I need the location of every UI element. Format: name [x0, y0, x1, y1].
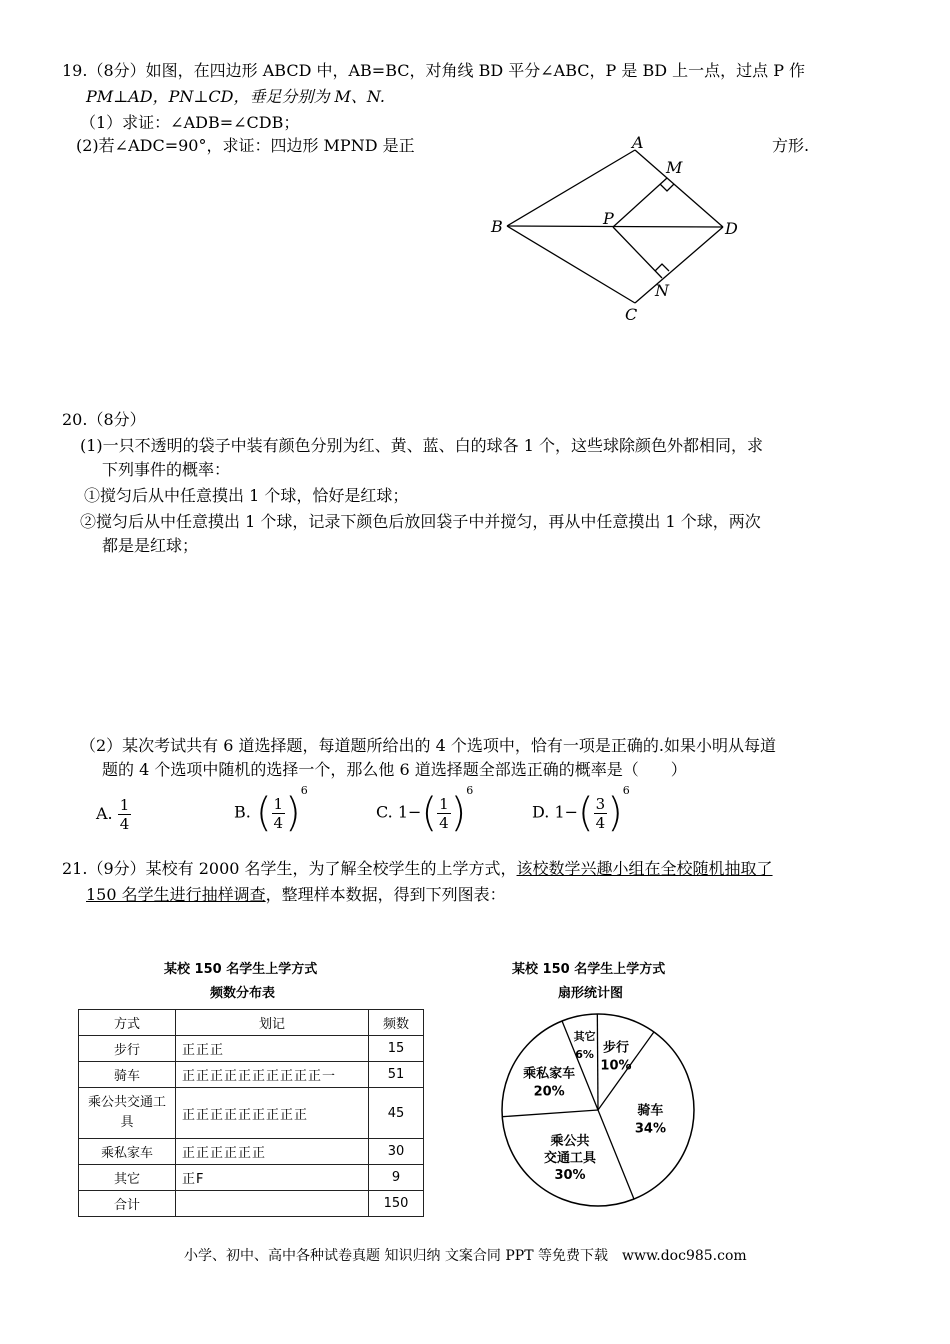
option-b-label: B.	[234, 802, 251, 822]
q19-part2a: (2)若∠ADC=90°，求证：四边形 MPND 是正	[76, 136, 415, 155]
pie-category-label: 乘公共交通工具	[544, 1133, 597, 1166]
pie-category-label: 步行	[602, 1040, 630, 1056]
q20-title: 20.（8分）	[62, 410, 146, 429]
table-header-row	[79, 1010, 424, 1036]
q20-p1-line1: (1)一只不透明的袋子中装有颜色分别为红、黄、蓝、白的球各 1 个，这些球除颜色外都相同，求	[80, 436, 764, 455]
header-count: 频数	[369, 1010, 424, 1036]
option-a-fraction: $\frac{1}{4}$	[119, 796, 130, 833]
q20-item2-line2: 都是是红球；	[102, 536, 199, 555]
option-d-fraction: $\frac{3}{4}$	[595, 794, 606, 832]
option-c-fraction: $\frac{1}{4}$	[439, 794, 449, 832]
footer-text: 小学、初中、高中各种试卷真题 知识归纳 文案合同 PPT 等免费下载 www.doc985.com	[184, 1248, 747, 1264]
table-row: 骑车 正正正正正正正正正正一 51	[79, 1062, 424, 1088]
label-A: A	[632, 133, 644, 152]
table-title-1: 某校 150 名学生上学方式	[164, 962, 318, 977]
pie-value-label: 34%	[634, 1121, 666, 1137]
pie-value-label: 10%	[600, 1058, 632, 1074]
pie-value-label: 6%	[575, 1048, 594, 1062]
q20-item1: ①搅匀后从中任意摸出 1 个球，恰好是红球；	[84, 486, 409, 505]
label-N: N	[655, 281, 669, 300]
label-B: B	[491, 217, 503, 236]
q21-line2: 150 名学生进行抽样调查，整理样本数据，得到下列图表：	[86, 885, 506, 904]
label-P: P	[603, 209, 614, 228]
q20-p2-line1: （2）某次考试共有 6 道选择题，每道题所给出的 4 个选项中，恰有一项是正确的.如果小明从每道	[80, 736, 776, 755]
pie-title-1: 某校 150 名学生上学方式	[512, 962, 666, 977]
option-d[interactable]: D. 1−( $\frac{3}{4}$ )$^6$	[532, 784, 630, 836]
q20-item2-line1: ②搅匀后从中任意摸出 1 个球，记录下颜色后放回袋子中并搅匀，再从中任意摸出 1 个球，两次	[80, 512, 761, 531]
q19-part2b: 方形.	[772, 136, 810, 155]
label-M: M	[666, 158, 683, 177]
option-a-label: A.	[96, 804, 113, 823]
label-C: C	[625, 305, 638, 324]
table-row: 步行 正正正 15	[79, 1036, 424, 1062]
pie-slice-1	[597, 1014, 598, 1110]
table-row: 乘公共交通工具 正正正正正正正正正 45	[79, 1088, 424, 1139]
pie-category-label: 其它	[573, 1030, 596, 1044]
table-total-row: 合计 150	[79, 1191, 424, 1217]
q19-line1: 19.（8分）如图，在四边形 ABCD 中，AB=BC，对角线 BD 平分∠ABC，P 是 BD 上一点，过点 P 作	[62, 61, 806, 80]
frequency-table	[78, 1009, 424, 1217]
pie-category-label: 骑车	[637, 1103, 664, 1119]
option-d-label: D.	[532, 802, 550, 822]
q19-part1: （1）求证：∠ADB=∠CDB；	[80, 113, 300, 132]
pie-value-label: 30%	[554, 1167, 586, 1183]
pie-value-label: 20%	[533, 1084, 565, 1100]
option-a[interactable]	[96, 796, 131, 833]
table-row: 乘私家车 正正正正正正 30	[79, 1139, 424, 1165]
q19-line2: PM⊥AD，PN⊥CD，垂足分别为 M、N.	[86, 87, 385, 106]
header-mode: 方式	[79, 1010, 176, 1036]
pie-category-label: 乘私家车	[523, 1066, 576, 1082]
pie-title-2: 扇形统计图	[558, 986, 624, 1001]
pie-chart	[498, 1010, 698, 1210]
label-D: D	[725, 219, 738, 238]
quadrilateral-figure	[480, 130, 750, 330]
option-b-fraction: $\frac{1}{4}$	[273, 794, 284, 832]
option-b[interactable]: B. ( $\frac{1}{4}$ )$^6$	[234, 784, 308, 836]
table-title-2: 频数分布表	[210, 986, 276, 1001]
table-row: 其它 正F 9	[79, 1165, 424, 1191]
q21-line1: 21.（9分）某校有 2000 名学生，为了解全校学生的上学方式，该校数学兴趣小组在全校随机抽取了	[62, 859, 773, 878]
option-c[interactable]: C. 1−( $\frac{1}{4}$ )$^6$	[376, 784, 474, 836]
header-tally: 划记	[176, 1010, 369, 1036]
q20-p2-line2: 题的 4 个选项中随机的选择一个，那么他 6 道选择题全部选正确的概率是（ ）	[102, 760, 687, 779]
q20-p1-line2: 下列事件的概率：	[102, 460, 231, 479]
option-c-label: C.	[376, 802, 393, 822]
